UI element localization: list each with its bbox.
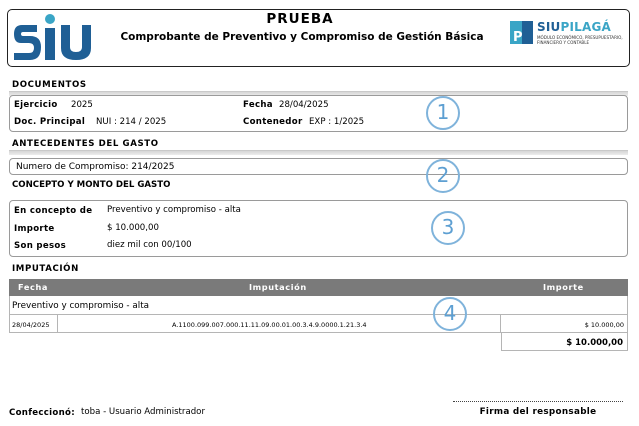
ejercicio-label: Ejercicio	[14, 100, 58, 110]
numero-compromiso: Numero de Compromiso: 214/2025	[16, 162, 175, 172]
confecciono-label: Confeccionó:	[9, 408, 75, 418]
document-subtitle: Comprobante de Preventivo y Compromiso de Gestión Básica	[120, 31, 484, 43]
col-imputacion: Imputación	[249, 282, 307, 292]
row-fecha: 28/04/2025	[12, 321, 50, 329]
imputacion-group-label: Preventivo y compromiso - alta	[12, 301, 150, 311]
siu-logo	[12, 13, 94, 60]
imputacion-title: IMPUTACIÓN	[12, 264, 79, 274]
svg-text:P: P	[513, 30, 523, 45]
importe-label: Importe	[14, 224, 55, 234]
pilaga-logo-icon	[508, 19, 535, 46]
marker-3: 3	[431, 211, 465, 245]
concepto-title: CONCEPTO Y MONTO DEL GASTO	[12, 180, 171, 190]
col-importe: Importe	[543, 282, 584, 292]
antecedentes-title: ANTECEDENTES DEL GASTO	[12, 139, 159, 149]
col-fecha: Fecha	[18, 282, 49, 292]
concepto-box	[9, 200, 628, 257]
en-concepto-value: Preventivo y compromiso - alta	[107, 205, 241, 215]
son-pesos-label: Son pesos	[14, 241, 67, 251]
pilaga-brand-name: SIUPILAGÁ	[537, 20, 611, 34]
fecha-label: Fecha	[243, 100, 273, 110]
en-concepto-label: En concepto de	[14, 206, 93, 216]
importe-value: $ 10.000,00	[107, 223, 159, 233]
marker-2: 2	[426, 159, 460, 193]
row-divider	[500, 315, 501, 333]
antecedentes-title-bar	[9, 150, 628, 155]
contenedor-label: Contenedor	[243, 117, 303, 127]
row-divider	[57, 315, 58, 333]
confecciono-value: toba - Usuario Administrador	[81, 407, 205, 417]
imputacion-table-header	[9, 279, 628, 296]
document-title: PRUEBA	[266, 11, 334, 27]
marker-1: 1	[426, 96, 460, 130]
total-value: $ 10.000,00	[566, 338, 623, 348]
doc-principal-label: Doc. Principal	[14, 117, 86, 127]
doc-principal-value: NUI : 214 / 2025	[96, 117, 167, 127]
firma-label: Firma del responsable	[479, 407, 597, 417]
contenedor-value: EXP : 1/2025	[309, 117, 365, 127]
pilaga-tagline: MÓDULO ECONÓMICO, PRESUPUESTARIO, FINANCIERO Y CONTABLE	[537, 35, 623, 45]
fecha-value: 28/04/2025	[279, 100, 329, 110]
ejercicio-value: 2025	[71, 100, 93, 110]
row-importe: $ 10.000,00	[584, 321, 624, 329]
row-imputacion: A.1100.099.007.000.11.11.09.00.01.00.3.4.9.0000.1.21.3.4	[172, 321, 367, 329]
son-pesos-value: diez mil con 00/100	[107, 240, 192, 250]
marker-4: 4	[433, 297, 467, 331]
signature-line	[453, 401, 623, 402]
documentos-title: DOCUMENTOS	[12, 80, 87, 90]
